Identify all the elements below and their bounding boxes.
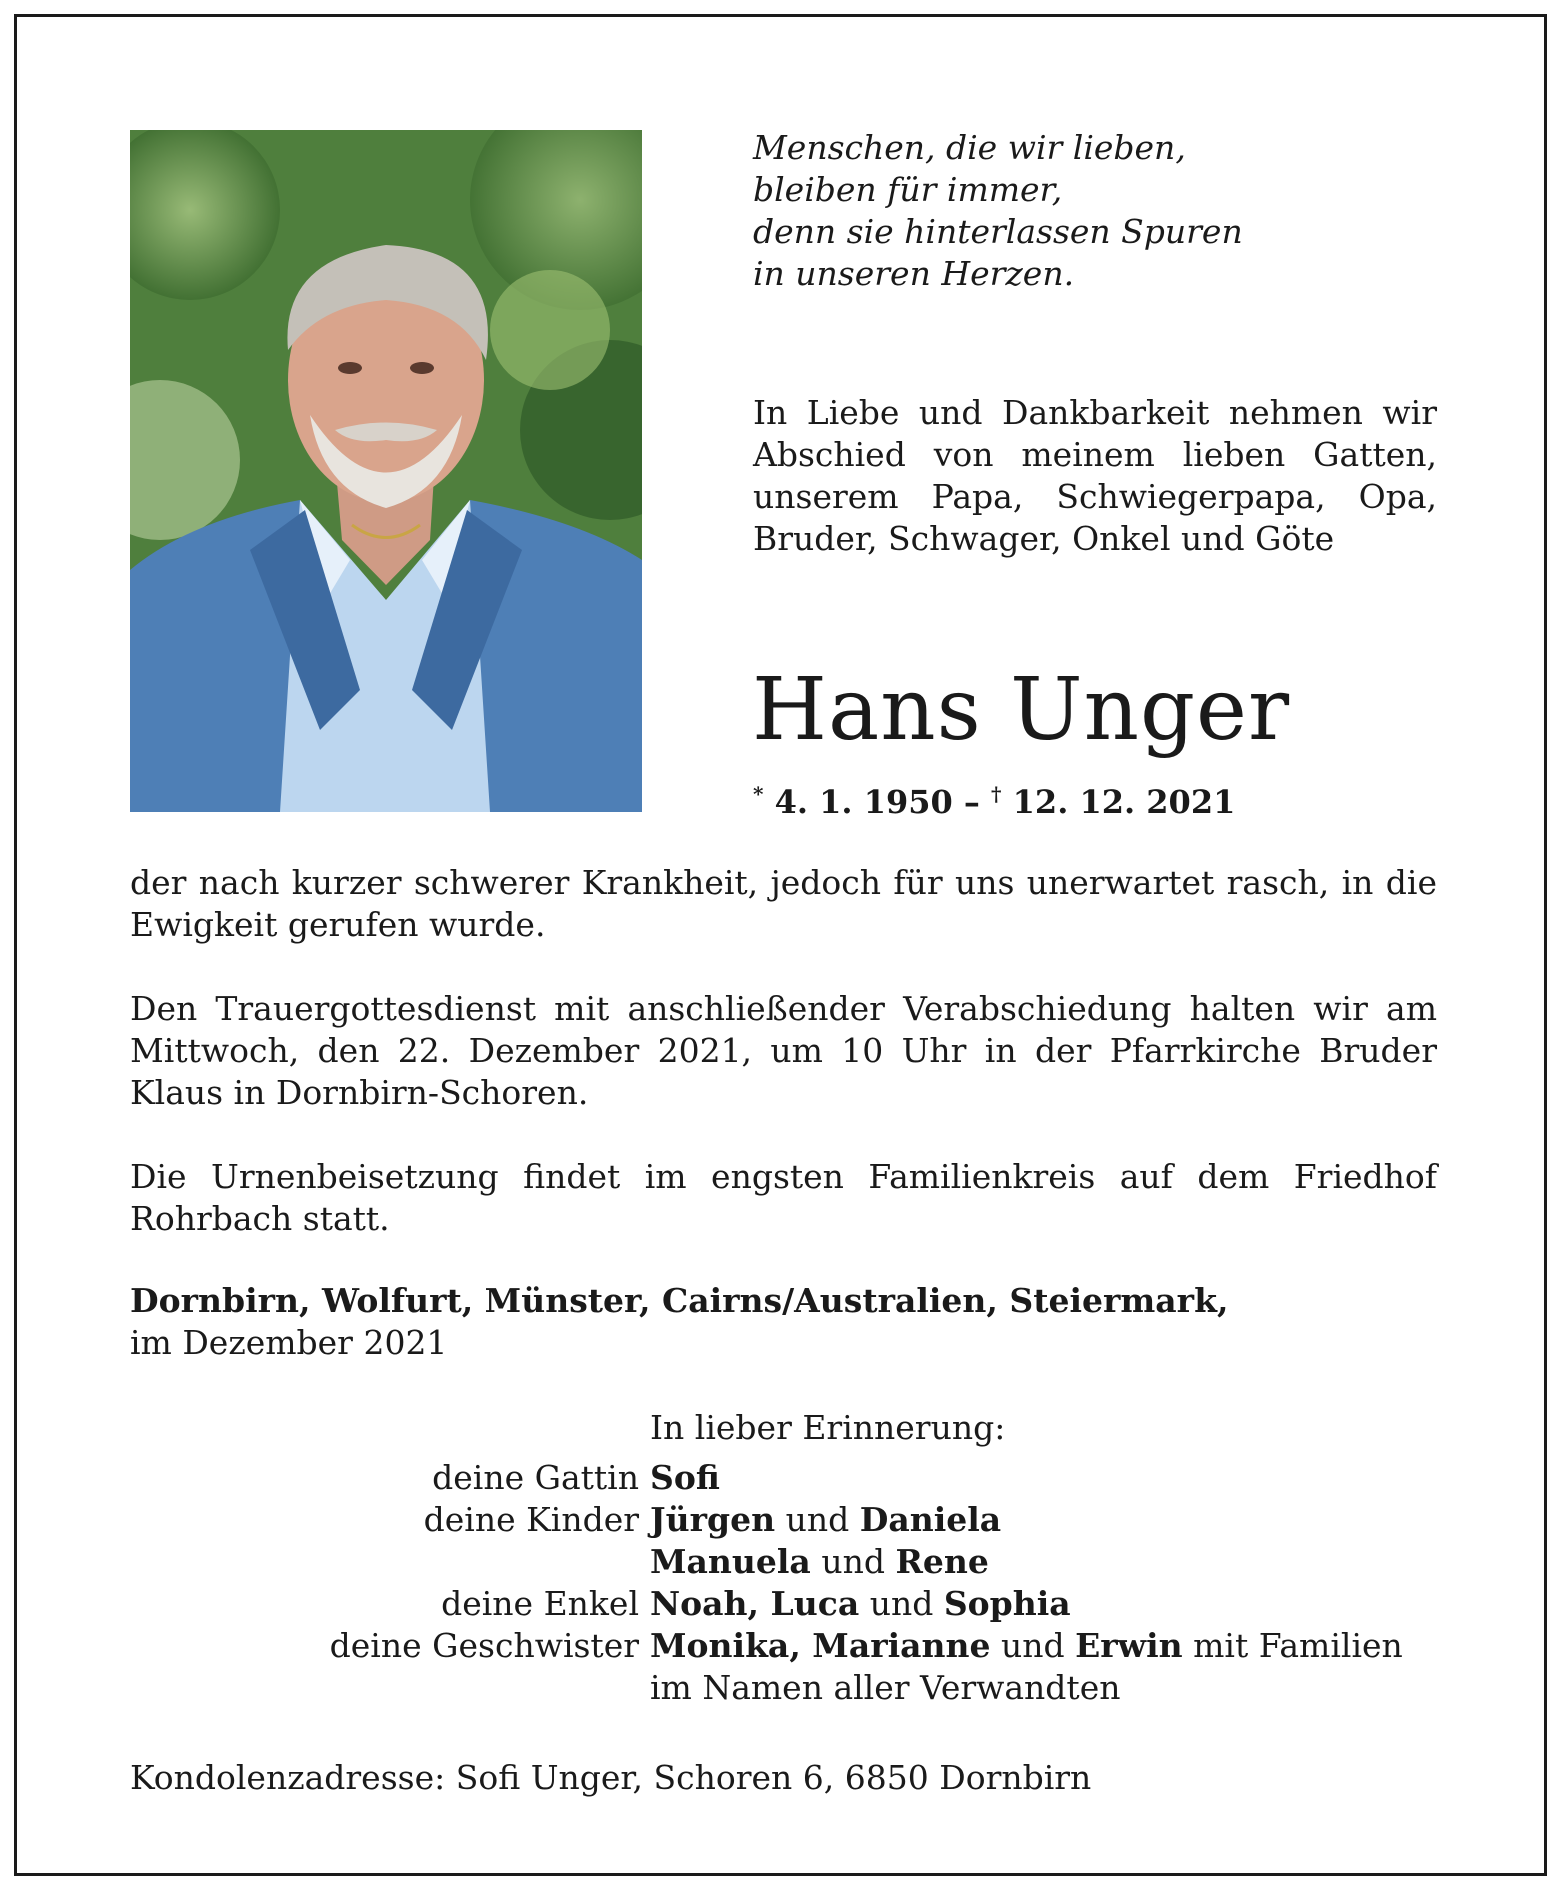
family-row-grandchildren — [0, 1583, 1567, 1625]
death-symbol: † — [991, 782, 1002, 806]
paragraph-line: Ewigkeit gerufen wurde. — [130, 905, 546, 944]
death-date: 12. 12. 2021 — [1012, 783, 1236, 821]
family-label: deine Gattin — [432, 1458, 639, 1497]
family-name: Rene — [895, 1542, 989, 1581]
intro-line: In Liebe und Dankbarkeit nehmen wir — [753, 393, 1437, 432]
family-name: Daniela — [859, 1500, 1002, 1539]
quote-line: in unseren Herzen. — [753, 254, 1075, 293]
paragraph-line: der nach kurzer schwerer Krankheit, jedoch für uns unerwartet rasch, in die — [130, 863, 1437, 902]
family-row-children-2 — [0, 1541, 1567, 1583]
portrait-photo — [130, 130, 642, 812]
family-row-spouse — [0, 1457, 1567, 1499]
intro-line: unserem Papa, Schwiegerpapa, Opa, — [753, 477, 1437, 516]
paragraph-service — [130, 988, 1437, 1114]
memorial-quote — [753, 127, 1473, 295]
family-label: deine Enkel — [441, 1584, 639, 1623]
family-name: Manuela — [650, 1542, 811, 1581]
family-label: deine Geschwister — [329, 1626, 639, 1665]
life-dates — [753, 782, 1235, 821]
family-name: Sofi — [650, 1458, 720, 1497]
deceased-name: Hans Unger — [752, 660, 1291, 760]
paragraph-illness — [130, 862, 1437, 946]
family-label: deine Kinder — [423, 1500, 639, 1539]
family-name: Jürgen — [650, 1500, 776, 1539]
notice-date: im Dezember 2021 — [130, 1323, 448, 1362]
memory-heading: In lieber Erinnerung: — [650, 1408, 1006, 1447]
birth-symbol: * — [753, 782, 764, 806]
birth-date: 4. 1. 1950 — [774, 783, 953, 821]
places-list: Dornbirn, Wolfurt, Münster, Cairns/Australien, Steiermark, — [130, 1281, 1229, 1320]
family-name: Monika, Marianne — [650, 1626, 991, 1665]
intro-line: Abschied von meinem lieben Gatten, — [753, 435, 1437, 474]
family-name: Erwin — [1075, 1626, 1183, 1665]
family-conjunction: und — [785, 1500, 850, 1539]
intro-line: Bruder, Schwager, Onkel und Göte — [753, 519, 1335, 558]
condolence-address: Kondolenzadresse: Sofi Unger, Schoren 6, 6850 Dornbirn — [130, 1758, 1092, 1797]
paragraph-line: Mittwoch, den 22. Dezember 2021, um 10 Uhr in der Pfarrkirche Bruder — [130, 1031, 1437, 1070]
relatives-line: im Namen aller Verwandten — [650, 1668, 1121, 1707]
quote-line: Menschen, die wir lieben, — [753, 128, 1186, 167]
family-conjunction: und — [1001, 1626, 1065, 1665]
quote-line: denn sie hinterlassen Spuren — [753, 212, 1243, 251]
quote-line: bleiben für immer, — [753, 170, 1063, 209]
family-suffix: mit Familien — [1193, 1626, 1403, 1665]
intro-text — [753, 392, 1437, 560]
family-conjunction: und — [821, 1542, 885, 1581]
family-row-relatives — [0, 1667, 1567, 1709]
family-name: Sophia — [943, 1584, 1071, 1623]
paragraph-line: Rohrbach statt. — [130, 1199, 390, 1238]
family-conjunction: und — [869, 1584, 934, 1623]
family-name: Noah, Luca — [650, 1584, 860, 1623]
family-row-siblings — [0, 1625, 1567, 1667]
paragraph-line: Die Urnenbeisetzung findet im engsten Familienkreis auf dem Friedhof — [130, 1157, 1437, 1196]
places-and-date — [130, 1280, 1228, 1364]
family-list — [0, 1457, 1567, 1709]
paragraph-line: Klaus in Dornbirn-Schoren. — [130, 1073, 589, 1112]
family-row-children — [0, 1499, 1567, 1541]
date-separator: – — [963, 783, 980, 821]
paragraph-burial — [130, 1156, 1437, 1240]
paragraph-line: Den Trauergottesdienst mit anschließender Verabschiedung halten wir am — [130, 989, 1437, 1028]
